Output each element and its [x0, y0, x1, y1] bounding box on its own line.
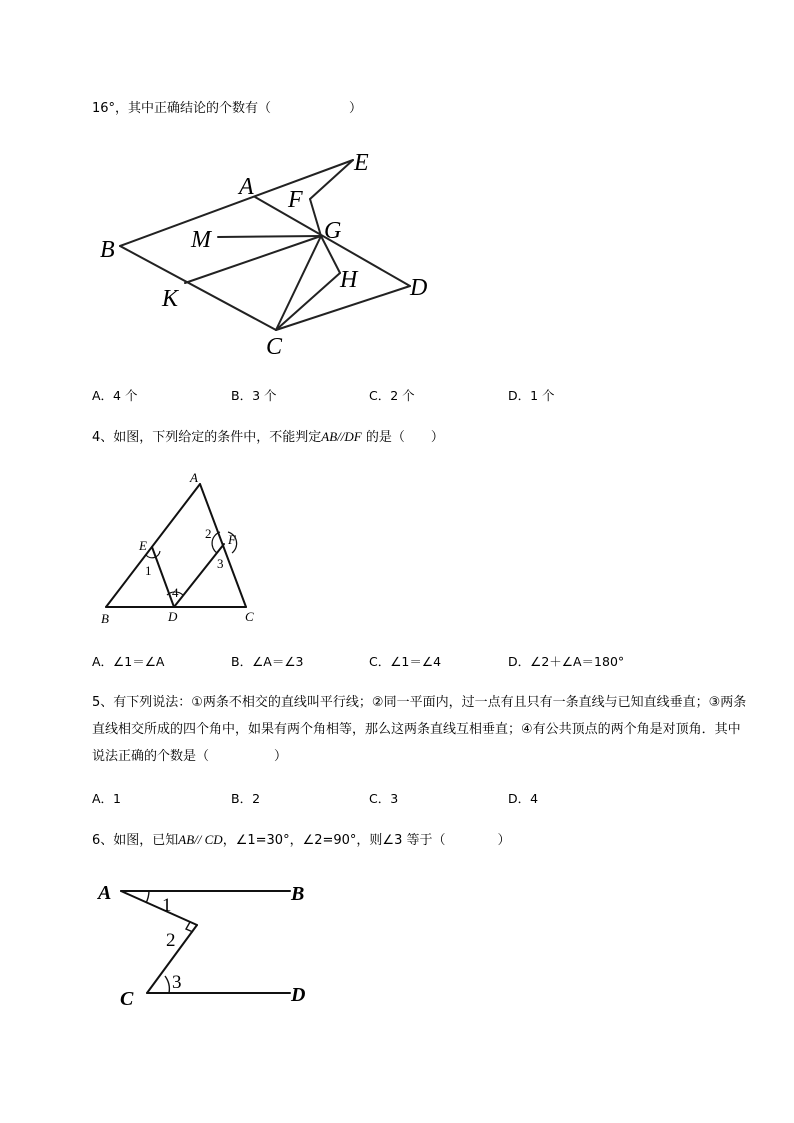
q6-angle-2: 2 — [166, 930, 176, 951]
q3-label-m: M — [191, 227, 211, 253]
q4-option-c[interactable]: C．∠1＝∠4 — [369, 654, 442, 669]
q6-angle-3: 3 — [172, 972, 182, 993]
q4-angle-1: 1 — [145, 563, 152, 578]
q3-option-c[interactable]: C．2 个 — [369, 388, 415, 403]
q6-stem-post: ，∠1=30°，∠2=90°，则∠3 等于（ ） — [222, 833, 511, 848]
q3-option-b[interactable]: B．3 个 — [231, 388, 277, 403]
q5-option-c[interactable]: C．3 — [369, 791, 399, 806]
q4-stem-pre: 4、如图，下列给定的条件中，不能判定 — [92, 430, 322, 445]
q3-label-c: C — [266, 334, 283, 360]
q4-option-d[interactable]: D．∠2＋∠A＝180° — [508, 654, 625, 669]
q3-stem-end: 16°，其中正确结论的个数有（ ） — [92, 101, 363, 116]
q3-label-h: H — [340, 267, 358, 293]
q6-label-c: C — [120, 988, 134, 1010]
q4-label-e: E — [139, 538, 147, 553]
q5-stem: 5、有下列说法：①两条不相交的直线叫平行线；②同一平面内，过一点有且只有一条直线与已知直线垂直；③两条直线相交所成的四个角中，如果有两个角相等，那么这两条直线互相垂直；④有公共顶点的两个角是对顶角．其中说法正确的个数是（ ） — [92, 695, 747, 764]
q3-option-d[interactable]: D．1 个 — [508, 388, 555, 403]
q6-label-b: B — [291, 883, 305, 905]
q4-angle-2: 2 — [205, 526, 212, 541]
q4-label-a: A — [190, 470, 198, 485]
q4-option-a[interactable]: A．∠1＝∠A — [92, 654, 165, 669]
q3-label-f: F — [288, 187, 303, 213]
q3-label-e: E — [354, 150, 369, 176]
q3-option-a[interactable]: A．4 个 — [92, 388, 138, 403]
q6-stem-pre: 6、如图，已知 — [92, 833, 179, 848]
q4-stem-math: AB//DF — [321, 429, 362, 444]
q4-option-b[interactable]: B．∠A＝∠3 — [231, 654, 304, 669]
q4-label-d: D — [168, 609, 178, 624]
q4-label-f: F — [228, 532, 236, 547]
q5-option-d[interactable]: D．4 — [508, 791, 539, 806]
q3-label-b: B — [100, 237, 115, 263]
q5-option-b[interactable]: B．2 — [231, 791, 261, 806]
q4-angle-3: 3 — [217, 556, 224, 571]
q3-label-d: D — [410, 275, 428, 301]
q4-stem-post: 的是（ ） — [361, 430, 444, 445]
q6-label-a: A — [98, 882, 112, 904]
q3-label-a: A — [239, 174, 254, 200]
q3-label-k: K — [162, 286, 179, 312]
q4-label-c: C — [245, 609, 254, 624]
q4-angle-4: 4 — [172, 585, 179, 600]
q6-stem-math: AB// CD — [178, 832, 223, 847]
q6-label-d: D — [291, 984, 306, 1006]
q3-label-g: G — [324, 218, 342, 244]
q5-option-a[interactable]: A．1 — [92, 791, 122, 806]
q4-label-b: B — [101, 611, 109, 626]
q6-angle-1: 1 — [162, 895, 172, 916]
